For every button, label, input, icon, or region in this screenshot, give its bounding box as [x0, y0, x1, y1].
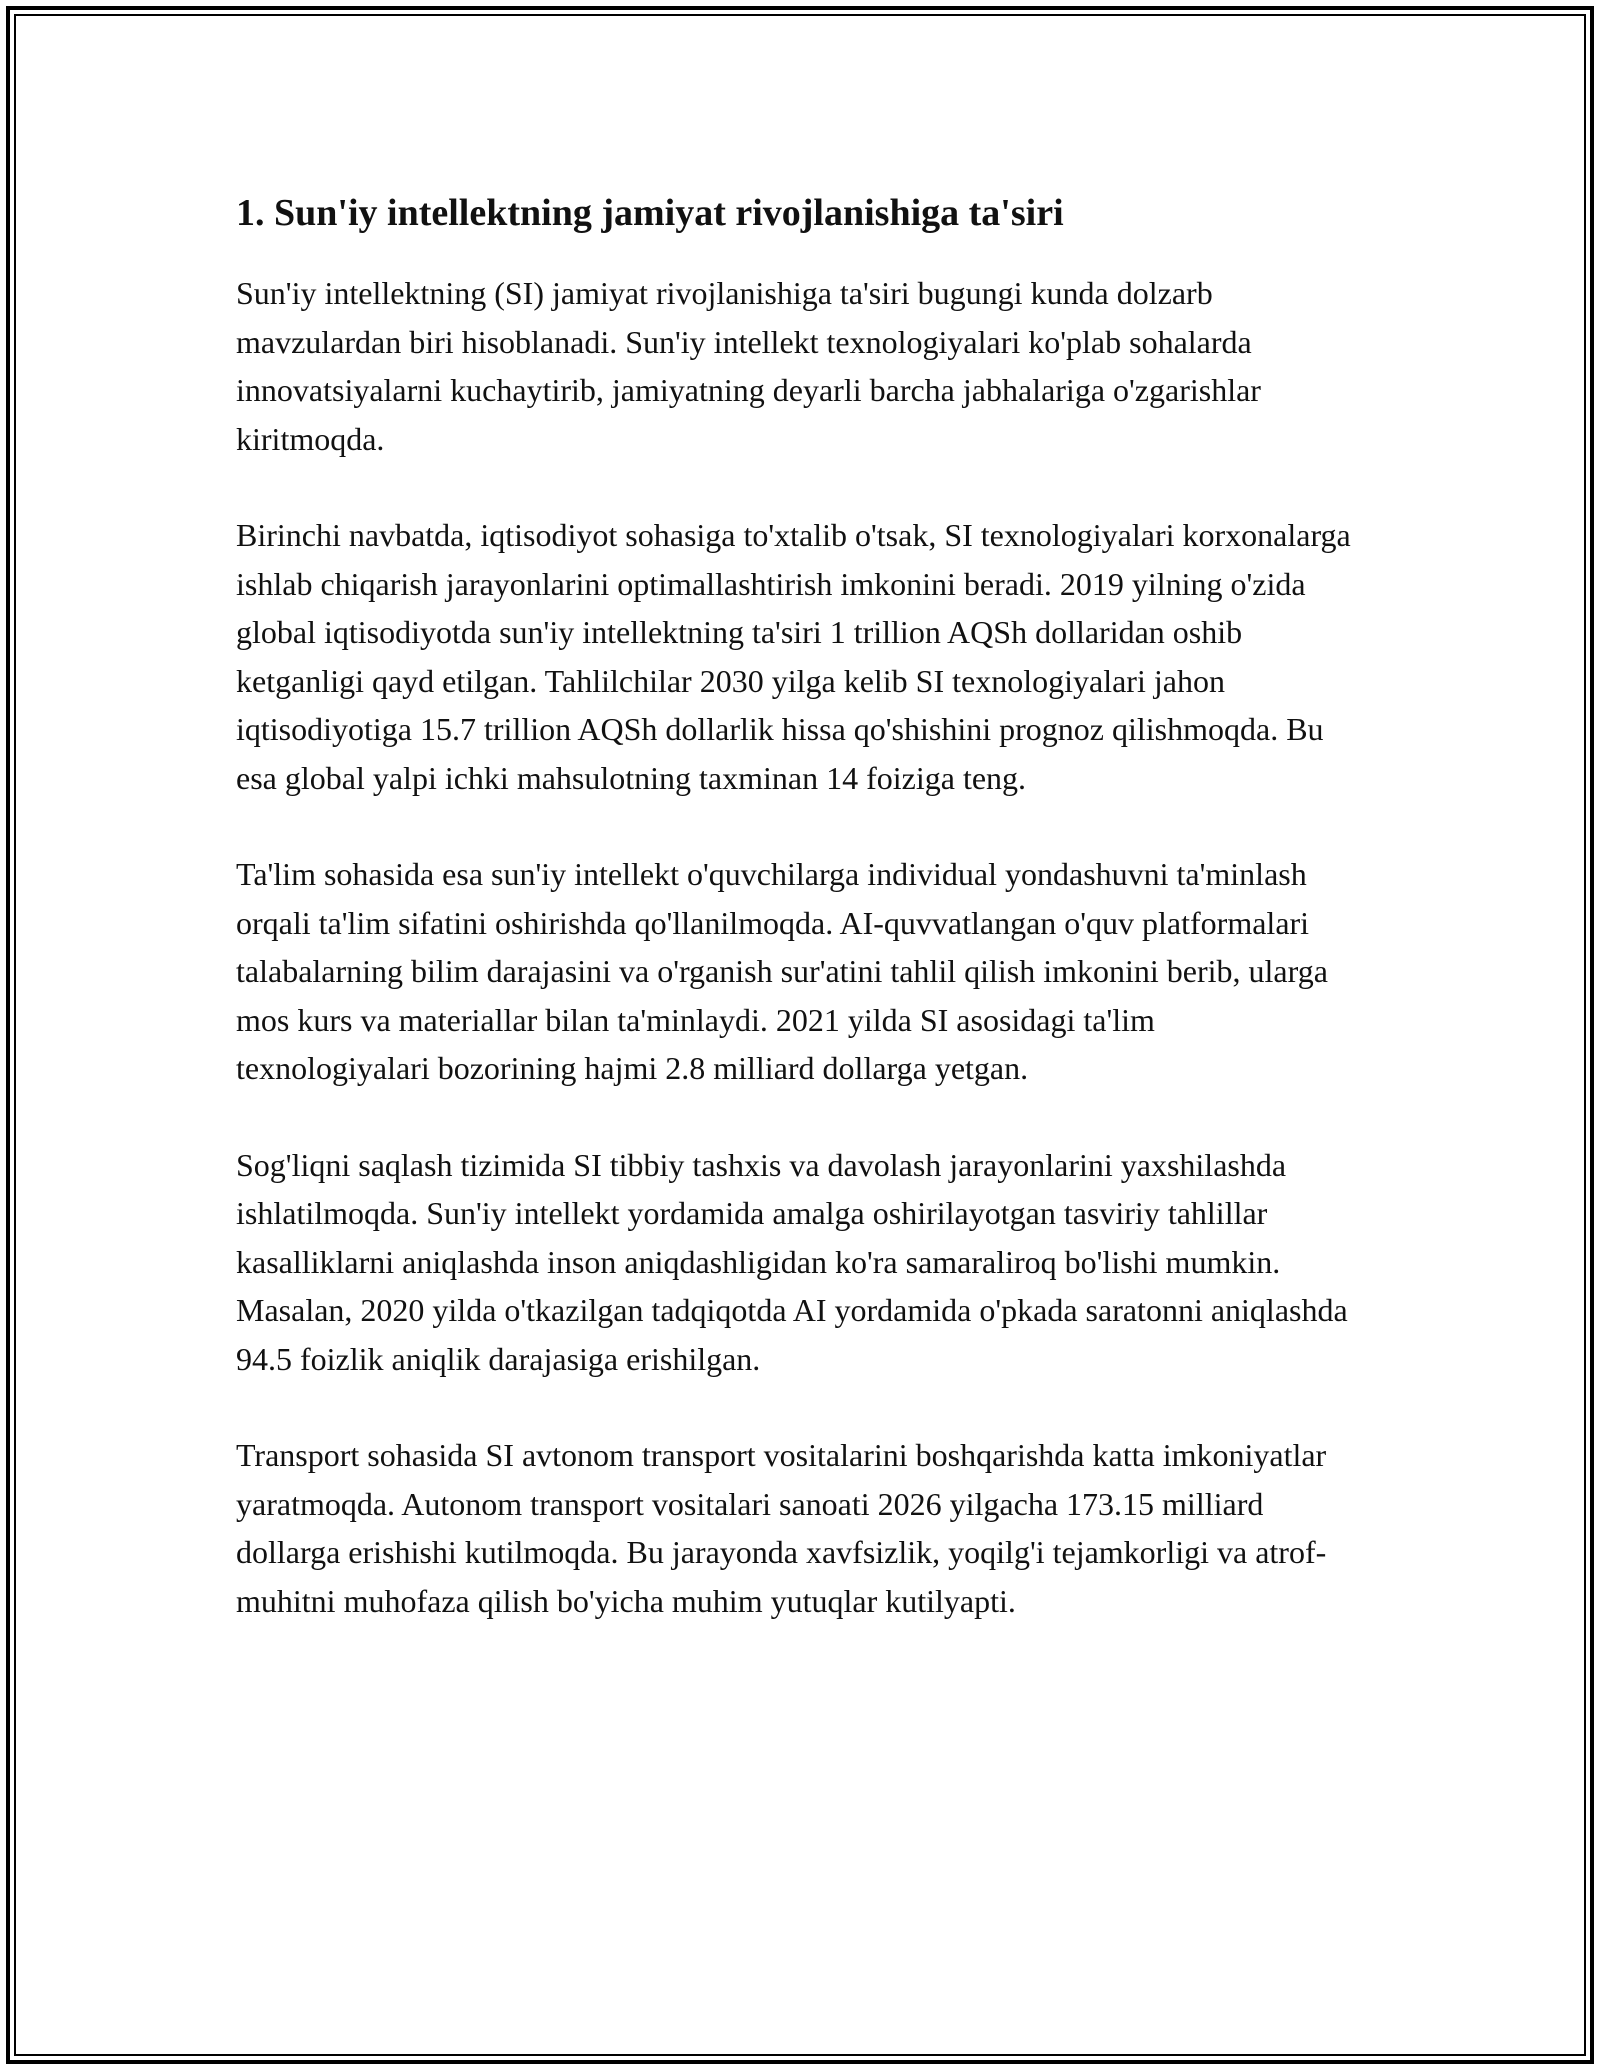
paragraph-economy: Birinchi navbatda, iqtisodiyot sohasiga to'xtalib o'tsak, SI texnologiyalari korxonalarga ishlab chiqarish jarayonlarini optimallashtirish imkonini beradi. 2019 yilning o'zida global iqtisodiyotda sun'iy intellektning ta'siri 1 trillion AQSh dollaridan oshib ketganligi qayd etilgan. Tahlilchilar 2030 yilga kelib SI texnologiyalari jahon iqtisodiyotiga 15.7 trillion AQSh dollarlik hissa qo'shishini prognoz qilishmoqda. Bu esa global yalpi ichki mahsulotning taxminan 14 foiziga teng.: [236, 517, 1351, 796]
section-heading: 1. Sun'iy intellektning jamiyat rivojlanishiga ta'siri: [236, 192, 1064, 234]
paragraph-intro: Sun'iy intellektning (SI) jamiyat rivojlanishiga ta'siri bugungi kunda dolzarb mavzulardan biri hisoblanadi. Sun'iy intellekt texnologiyalari ko'plab sohalarda innovatsiyalarni kuchaytirib, jamiyatning deyarli barcha jabhalariga o'zgarishlar kiritmoqda.: [236, 275, 1261, 457]
document-body: [236, 183, 1356, 1673]
paragraph-healthcare: Sog'liqni saqlash tizimida SI tibbiy tashxis va davolash jarayonlarini yaxshilashda ishlatilmoqda. Sun'iy intellekt yordamida amalga oshirilayotgan tasviriy tahlillar kasalliklarni aniqlashda inson aniqdashligidan ko'ra samaraliroq bo'lishi mumkin. Masalan, 2020 yilda o'tkazilgan tadqiqotda AI yordamida o'pkada saratonni aniqlashda 94.5 foizlik aniqlik darajasiga erishilgan.: [236, 1146, 1348, 1377]
paragraph-transport: Transport sohasida SI avtonom transport vositalarini boshqarishda katta imkoniyatlar yaratmoqda. Autonom transport vositalari sanoati 2026 yilgacha 173.15 milliard dollarga erishishi kutilmoqda. Bu jarayonda xavfsizlik, yoqilg'i tejamkorligi va atrof-muhitni muhofaza qilish bo'yicha muhim yutuqlar kutilyapti.: [236, 1437, 1327, 1619]
paragraph-education: Ta'lim sohasida esa sun'iy intellekt o'quvchilarga individual yondashuvni ta'minlash orqali ta'lim sifatini oshirishda qo'llanilmoqda. AI-quvvatlangan o'quv platformalari talabalarning bilim darajasini va o'rganish sur'atini tahlil qilish imkonini berib, ularga mos kurs va materiallar bilan ta'minlaydi. 2021 yilda SI asosidagi ta'lim texnologiyalari bozorining hajmi 2.8 milliard dollarga yetgan.: [236, 856, 1328, 1086]
